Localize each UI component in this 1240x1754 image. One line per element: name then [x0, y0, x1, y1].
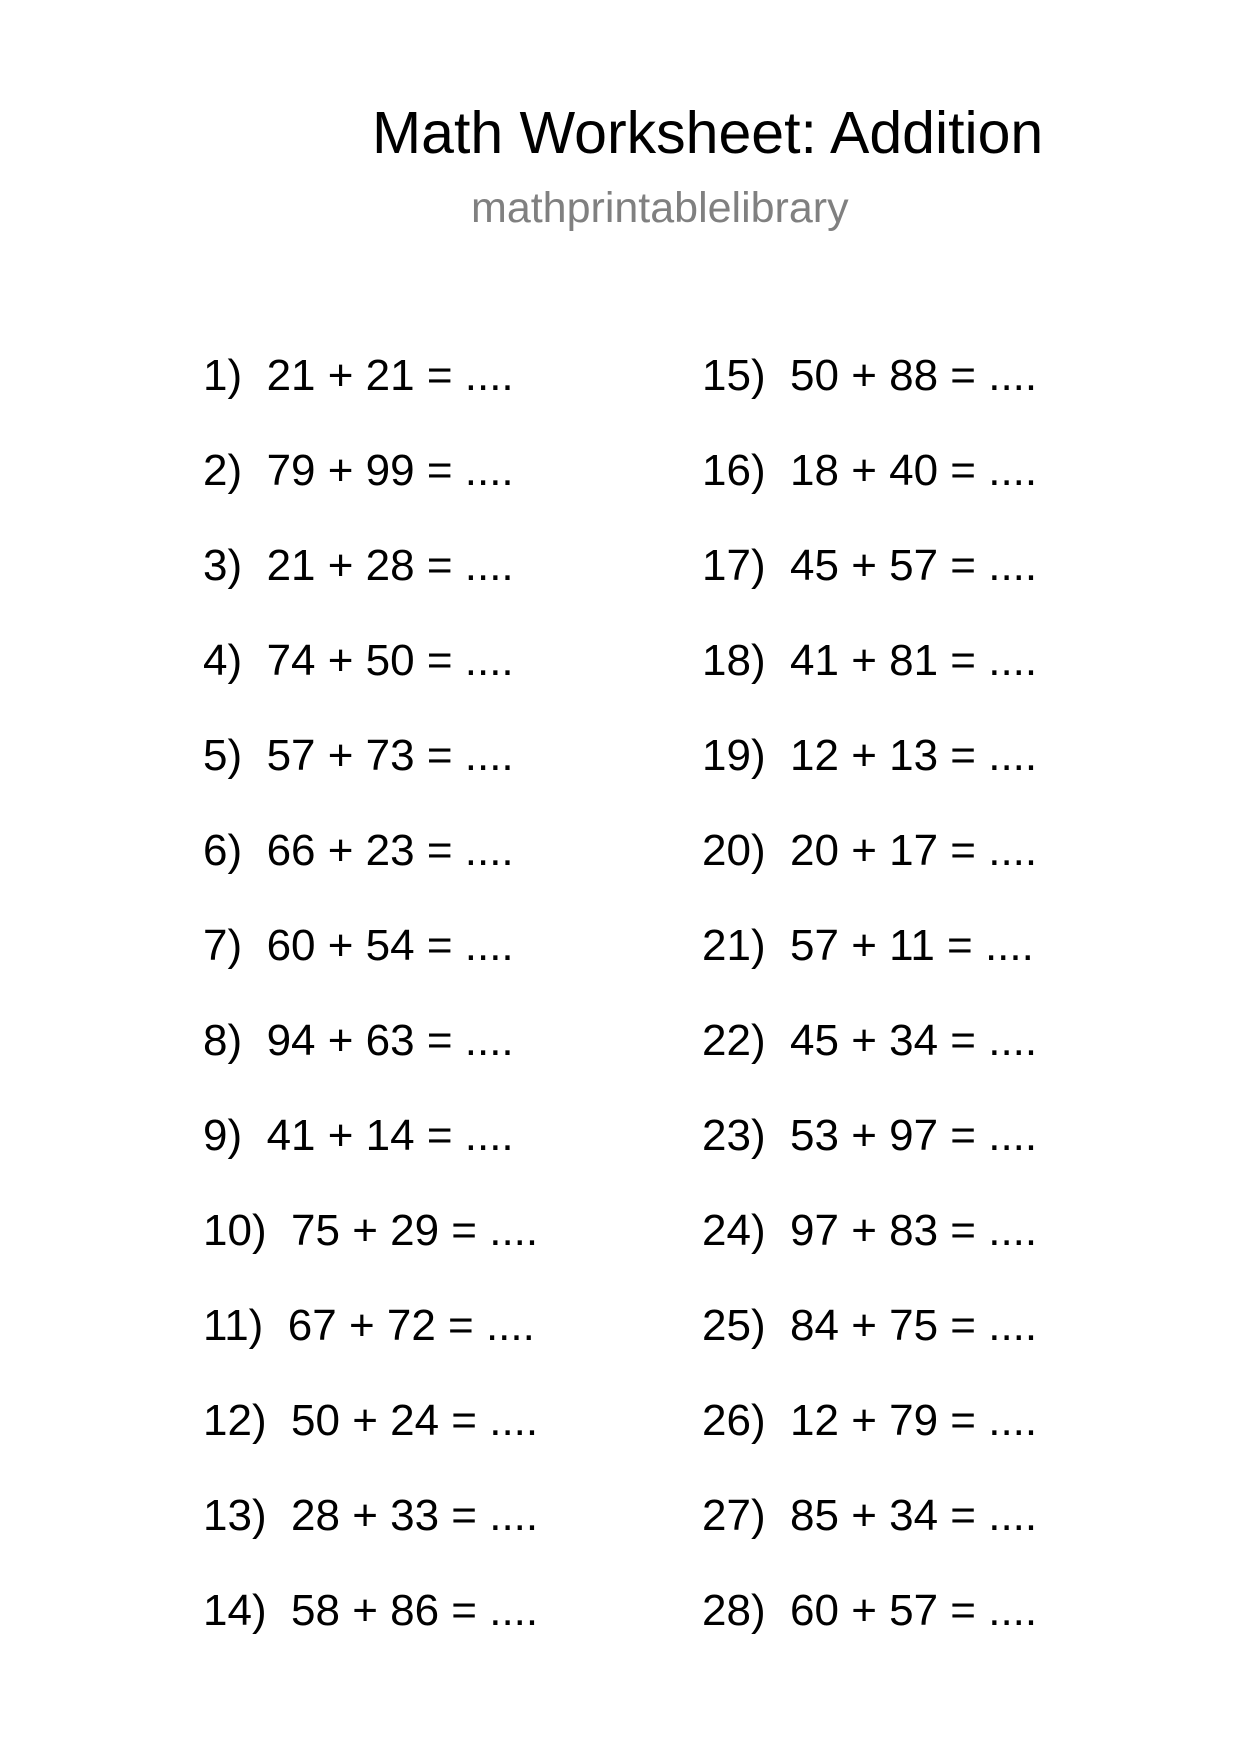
problem-number: 2)	[203, 446, 243, 495]
problem-number: 14)	[203, 1586, 267, 1635]
problem-item	[203, 1396, 538, 1446]
problem-expression: 50 + 24 = ....	[291, 1396, 539, 1445]
problem-expression: 45 + 57 = ....	[790, 541, 1038, 590]
problem-expression: 58 + 86 = ....	[291, 1586, 539, 1635]
problem-expression: 60 + 57 = ....	[790, 1586, 1038, 1635]
problem-number: 20)	[702, 826, 766, 875]
problem-expression: 18 + 40 = ....	[790, 446, 1038, 495]
problem-item	[203, 731, 514, 781]
problem-item	[702, 1586, 1037, 1636]
problem-item	[702, 826, 1037, 876]
problem-item	[203, 921, 514, 971]
problem-number: 6)	[203, 826, 243, 875]
problem-expression: 84 + 75 = ....	[790, 1301, 1038, 1350]
problem-item	[702, 1206, 1037, 1256]
problem-expression: 85 + 34 = ....	[790, 1491, 1038, 1540]
problem-number: 17)	[702, 541, 766, 590]
problem-item	[203, 636, 514, 686]
problem-number: 13)	[203, 1491, 267, 1540]
problem-number: 7)	[203, 921, 243, 970]
problem-number: 23)	[702, 1111, 766, 1160]
problem-number: 5)	[203, 731, 243, 780]
problem-expression: 60 + 54 = ....	[266, 921, 514, 970]
problem-item	[203, 1016, 514, 1066]
problem-expression: 57 + 11 = ....	[790, 921, 1034, 970]
problem-number: 25)	[702, 1301, 766, 1350]
problem-expression: 28 + 33 = ....	[291, 1491, 539, 1540]
problem-expression: 79 + 99 = ....	[266, 446, 514, 495]
problem-number: 12)	[203, 1396, 267, 1445]
problem-expression: 21 + 28 = ....	[266, 541, 514, 590]
problem-number: 10)	[203, 1206, 267, 1255]
problem-item	[203, 1301, 535, 1351]
problem-expression: 41 + 81 = ....	[790, 636, 1038, 685]
problem-item	[702, 351, 1037, 401]
problem-number: 16)	[702, 446, 766, 495]
problem-item	[702, 921, 1034, 971]
problem-expression: 66 + 23 = ....	[266, 826, 514, 875]
problem-number: 24)	[702, 1206, 766, 1255]
problem-number: 1)	[203, 351, 243, 400]
problem-item	[203, 1206, 538, 1256]
problem-expression: 12 + 13 = ....	[790, 731, 1038, 780]
problem-expression: 75 + 29 = ....	[291, 1206, 539, 1255]
problem-number: 27)	[702, 1491, 766, 1540]
problem-number: 3)	[203, 541, 243, 590]
problem-item	[702, 1111, 1037, 1161]
problem-number: 28)	[702, 1586, 766, 1635]
problem-number: 11)	[203, 1301, 264, 1350]
problem-item	[203, 541, 514, 591]
problem-item	[702, 541, 1037, 591]
problem-expression: 41 + 14 = ....	[266, 1111, 514, 1160]
problem-number: 26)	[702, 1396, 766, 1445]
problem-item	[203, 1111, 514, 1161]
problem-expression: 97 + 83 = ....	[790, 1206, 1038, 1255]
problem-item	[203, 826, 514, 876]
problem-number: 22)	[702, 1016, 766, 1065]
problem-expression: 57 + 73 = ....	[266, 731, 514, 780]
problem-item	[203, 446, 514, 496]
problem-number: 8)	[203, 1016, 243, 1065]
problem-expression: 67 + 72 = ....	[287, 1301, 535, 1350]
problem-expression: 94 + 63 = ....	[266, 1016, 514, 1065]
problem-number: 9)	[203, 1111, 243, 1160]
problem-expression: 53 + 97 = ....	[790, 1111, 1038, 1160]
problem-item	[702, 1016, 1037, 1066]
problem-expression: 74 + 50 = ....	[266, 636, 514, 685]
problem-number: 18)	[702, 636, 766, 685]
problem-item	[702, 1491, 1037, 1541]
problem-expression: 12 + 79 = ....	[790, 1396, 1038, 1445]
problem-item	[702, 1396, 1037, 1446]
problem-number: 21)	[702, 921, 766, 970]
worksheet-title: Math Worksheet: Addition	[372, 100, 1044, 166]
problem-number: 4)	[203, 636, 243, 685]
problem-expression: 45 + 34 = ....	[790, 1016, 1038, 1065]
problem-item	[702, 636, 1037, 686]
problem-item	[203, 1586, 538, 1636]
problem-item	[203, 351, 514, 401]
problem-item	[702, 1301, 1037, 1351]
problem-expression: 21 + 21 = ....	[266, 351, 514, 400]
problem-number: 15)	[702, 351, 766, 400]
worksheet-subtitle: mathprintablelibrary	[471, 184, 849, 232]
problem-item	[702, 446, 1037, 496]
problem-number: 19)	[702, 731, 766, 780]
problem-item	[203, 1491, 538, 1541]
problem-item	[702, 731, 1037, 781]
problem-expression: 20 + 17 = ....	[790, 826, 1038, 875]
problem-expression: 50 + 88 = ....	[790, 351, 1038, 400]
